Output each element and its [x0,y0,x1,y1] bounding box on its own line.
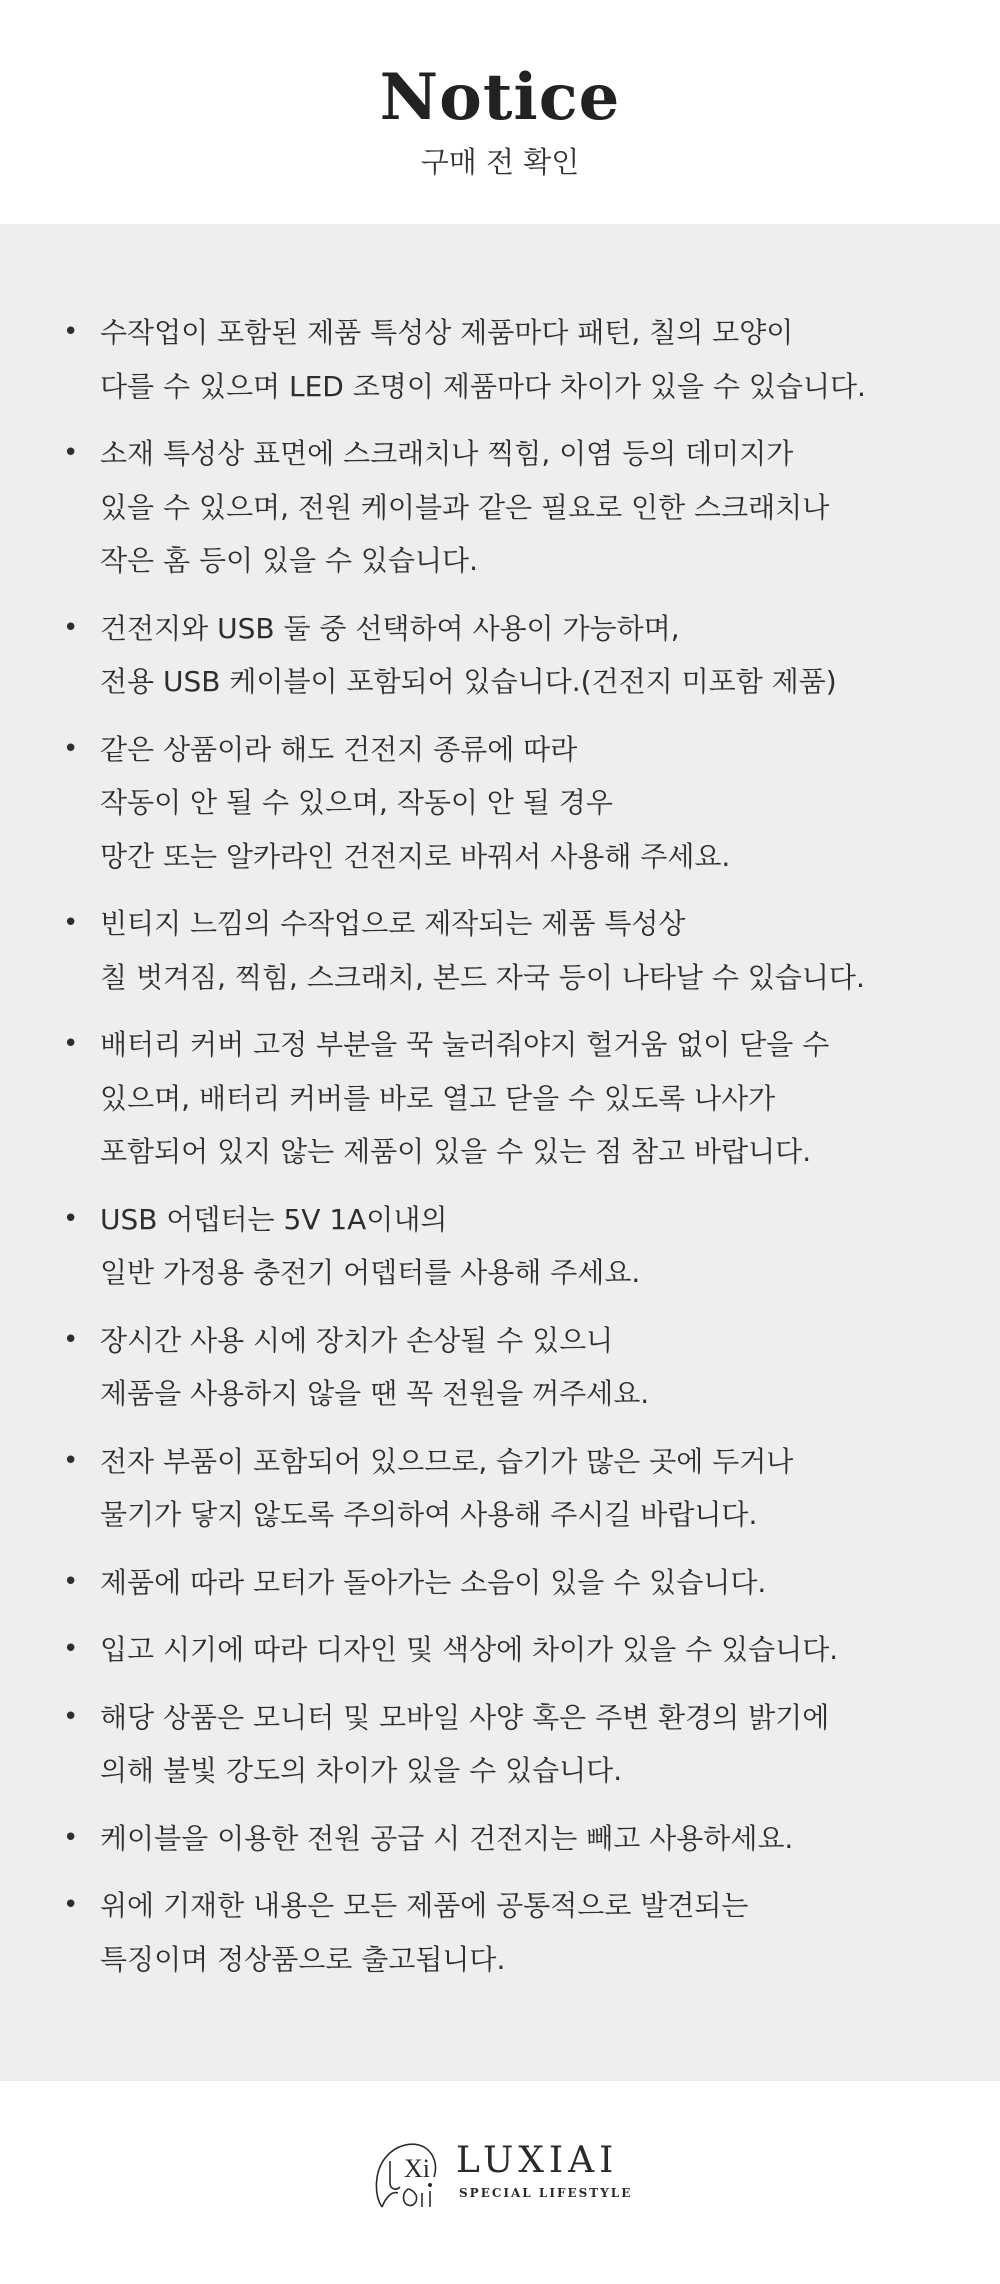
notice-item [63,1812,980,1866]
notice-item [63,1879,980,1986]
brand-name: LUXIAI [456,2140,619,2181]
notice-header [0,0,1000,224]
notice-item [63,1691,980,1798]
brand-tagline: SPECIAL LIFESTYLE [459,2186,633,2200]
bullet-icon: • [63,1822,79,1853]
notice-item-text: 제품에 따라 모터가 돌아가는 소음이 있을 수 있습니다. [100,1565,767,1599]
notice-item-text: 배터리 커버 고정 부분을 꾹 눌러줘야지 헐거움 없이 닫을 수 있으며, 배터리 커버를 바로 열고 닫을 수 있도록 나사가 포함되어 있지 않는 제품이 있을 수 있는 점 참고 바랍니다. [100,1028,830,1168]
notice-item-text: 위에 기재한 내용은 모든 제품에 공통적으로 발견되는 특징이며 정상품으로 출고됩니다. [100,1889,749,1976]
bullet-icon: • [63,908,79,938]
page-title: Notice [379,60,621,135]
bullet-icon: • [63,733,79,764]
notice-item-text: 전자 부품이 포함되어 있으므로, 습기가 많은 곳에 두거나 물기가 닿지 않도록 주의하여 사용해 주시길 바랍니다. [100,1444,794,1531]
notice-item [63,1018,980,1179]
notice-item-text: 케이블을 이용한 전원 공급 시 건전지는 빼고 사용하세요. [100,1821,794,1855]
notice-item [63,1314,980,1421]
notice-panel [0,224,1000,2081]
notice-item-text: 입고 시기에 따라 디자인 및 색상에 차이가 있을 수 있습니다. [100,1633,839,1666]
page-subtitle: 구매 전 확인 [420,145,580,179]
notice-item [63,306,980,413]
notice-item [63,897,980,1004]
notice-item [63,723,980,884]
bullet-icon: • [63,317,79,347]
brand-logo [368,2131,638,2221]
notice-item-text: 건전지와 USB 둘 중 선택하여 사용이 가능하며, 전용 USB 케이블이 포함되어 있습니다.(건전지 미포함 제품) [100,611,837,698]
footer [0,2081,1000,2284]
bullet-icon: • [63,1634,79,1664]
bullet-icon: • [63,438,79,468]
bullet-icon: • [63,1029,79,1059]
notice-item-text: USB 어뎁터는 5V 1A이내의 일반 가정용 충전기 어뎁터를 사용해 주세요. [100,1202,641,1289]
bullet-icon: • [63,1324,79,1355]
bullet-icon: • [63,612,79,643]
notice-list [0,306,980,1986]
bullet-icon: • [63,1566,79,1597]
notice-item [63,602,980,709]
notice-item-text: 같은 상품이라 해도 건전지 종류에 따라 작동이 안 될 수 있으며, 작동이 안 될 경우 망간 또는 알카라인 건전지로 바꿔서 사용해 주세요. [100,732,731,873]
notice-item [63,1193,980,1300]
notice-item-text: 빈티지 느낌의 수작업으로 제작되는 제품 특성상 칠 벗겨짐, 찍힘, 스크래치, 본드 자국 등이 나타날 수 있습니다. [100,907,865,994]
notice-item-text: 수작업이 포함된 제품 특성상 제품마다 패턴, 칠의 모양이 다를 수 있으며 LED 조명이 제품마다 차이가 있을 수 있습니다. [100,316,866,403]
notice-item-text: 장시간 사용 시에 장치가 손상될 수 있으니 제품을 사용하지 않을 땐 꼭 전원을 꺼주세요. [100,1323,650,1410]
bullet-icon: • [63,1445,79,1476]
notice-item-text: 소재 특성상 표면에 스크래치나 찍힘, 이염 등의 데미지가 있을 수 있으며, 전원 케이블과 같은 필요로 인한 스크래치나 작은 홈 등이 있을 수 있습니다. [100,437,830,577]
notice-item [63,1623,980,1677]
brand-mark-icon [368,2131,456,2219]
notice-item [63,1556,980,1610]
bullet-icon: • [63,1890,79,1920]
brand-mark-text: Xi [404,2154,430,2183]
notice-item [63,427,980,588]
notice-item [63,1435,980,1542]
notice-item-text: 해당 상품은 모니터 및 모바일 사양 혹은 주변 환경의 밝기에 의해 불빛 강도의 차이가 있을 수 있습니다. [100,1700,830,1787]
bullet-icon: • [63,1203,79,1234]
bullet-icon: • [63,1701,79,1732]
